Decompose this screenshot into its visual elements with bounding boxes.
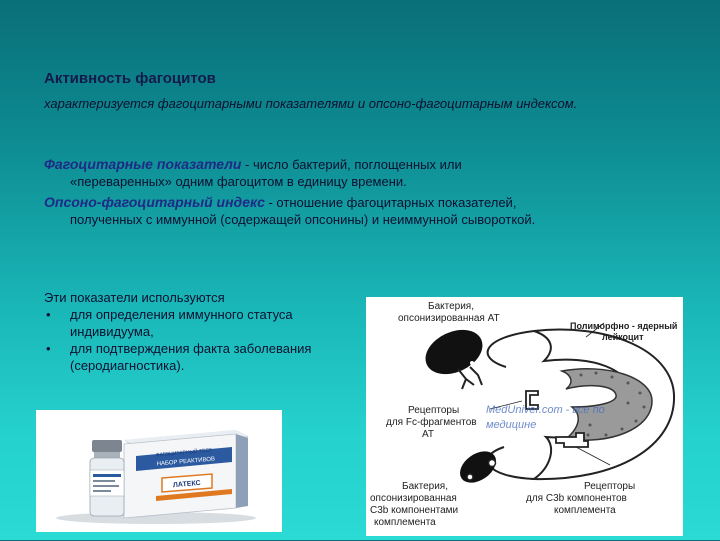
label-fc-receptors-line1: Рецепторы [408, 405, 460, 416]
bullet: • [46, 341, 51, 356]
usage-list [44, 306, 334, 374]
list-item-text: для определения иммунного статуса индивидуума, [70, 307, 293, 339]
slide-subtitle: характеризуется фагоцитарными показателями и опсоно-фагоцитарным индексом. [44, 96, 578, 111]
label-bacteria-at-line1: Бактерия, [428, 301, 474, 312]
box-top-label: ФАГОЦИТАРНЫЙ ТЕСТ [155, 447, 213, 459]
usage-intro: Эти показатели используются [44, 290, 225, 305]
label-bacteria-at-line2: опсонизированная АТ [398, 313, 500, 324]
label-c3b-receptors-line3: комплемента [554, 505, 616, 516]
latex-kit-photo [36, 410, 282, 532]
definition-text: - число бактерий, поглощенных или [241, 157, 462, 172]
list-item [44, 340, 334, 374]
definition-text-continued: «переваренных» одним фагоцитом в единицу времени. [70, 174, 407, 189]
definition-phagocytic-indicators [44, 156, 684, 190]
label-c3b-bacteria-line3: С3b компонентами [370, 505, 459, 516]
label-c3b-bacteria-line2: опсонизированная [370, 493, 457, 504]
list-item-text: для подтверждения факта заболевания (серодиагностика). [70, 341, 312, 373]
box-main-label: ЛАТЕКС [172, 479, 202, 490]
latex-kit-illustration [36, 410, 282, 532]
label-leukocyte-line2: лейкоцит [602, 332, 644, 342]
phagocytosis-illustration [366, 297, 683, 536]
label-c3b-receptors-line2: для С3b компонентов [526, 493, 627, 504]
slide-title: Активность фагоцитов [44, 70, 216, 87]
definition-term: Фагоцитарные показатели [44, 156, 242, 172]
definition-text-continued: полученных с иммунной (содержащей опсонины) и неиммунной сывороткой. [70, 212, 536, 227]
label-fc-receptors-line3: АТ [422, 429, 434, 440]
vial-cap [92, 440, 122, 452]
usage-block [44, 289, 334, 374]
phagocytosis-diagram [366, 297, 683, 536]
bacterium-antibody-opsonized [418, 321, 489, 383]
definition-term: Опсоно-фагоцитарный индекс [44, 194, 265, 210]
list-item [44, 306, 334, 340]
label-c3b-receptors-line1: Рецепторы [584, 481, 636, 492]
definition-opsonophagocytic-index [44, 194, 684, 228]
watermark-line1: MedUniver.com - все по [486, 404, 605, 416]
box-brand-label: НАБОР РЕАКТИВОВ [156, 456, 216, 468]
definition-text: - отношение фагоцитарных показателей, [264, 195, 517, 210]
label-leukocyte-line1: Полиморфно - ядерный [570, 321, 678, 331]
label-c3b-bacteria-line1: Бактерия, [402, 481, 448, 492]
watermark-line2: медицине [486, 419, 537, 431]
label-c3b-bacteria-line4: комплемента [374, 517, 436, 528]
label-fc-receptors-line2: для Fc-фрагментов [386, 417, 477, 428]
bullet: • [46, 307, 51, 322]
